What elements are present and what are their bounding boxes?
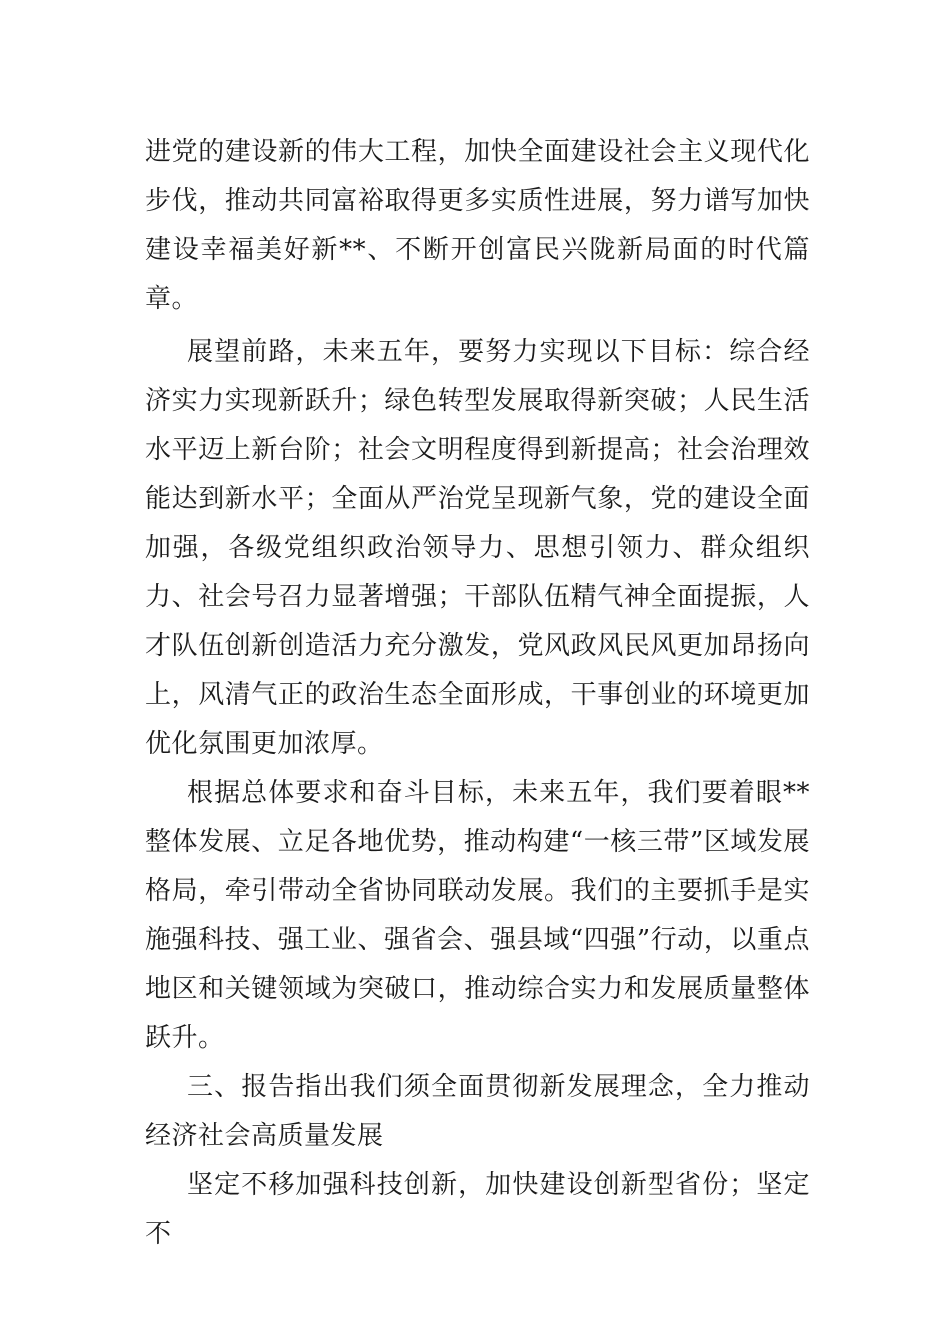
text-block-main — [145, 328, 810, 1259]
text-block-top — [145, 128, 810, 324]
paragraph: 展望前路，未来五年，要努力实现以下目标：综合经济实力实现新跃升；绿色转型发展取得新突破；人民生活水平迈上新台阶；社会文明程度得到新提高；社会治理效能达到新水平；全面从严治党呈现新气象，党的建设全面加强，各级党组织政治领导力、思想引领力、群众组织力、社会号召力显著增强；干部队伍精气神全面提振，人才队伍创新创造活力充分激发，党风政风民风更加昂扬向上，风清气正的政治生态全面形成，干事创业的环境更加优化氛围更加浓厚。 — [145, 337, 810, 759]
paragraph: 坚定不移加强科技创新，加快建设创新型省份；坚定不 — [145, 1170, 810, 1249]
paragraph: 进党的建设新的伟大工程，加快全面建设社会主义现代化步伐，推动共同富裕取得更多实质性进展，努力谱写加快建设幸福美好新**、不断开创富民兴陇新局面的时代篇章。 — [145, 137, 810, 314]
section-heading: 三、报告指出我们须全面贯彻新发展理念，全力推动经济社会高质量发展 — [145, 1072, 810, 1151]
paragraph: 根据总体要求和奋斗目标，未来五年，我们要着眼**整体发展、立足各地优势，推动构建“一核三带”区域发展格局，牵引带动全省协同联动发展。我们的主要抓手是实施强科技、强工业、强省会、强县域“四强”行动，以重点地区和关键领域为突破口，推动综合实力和发展质量整体跃升。 — [145, 778, 810, 1053]
